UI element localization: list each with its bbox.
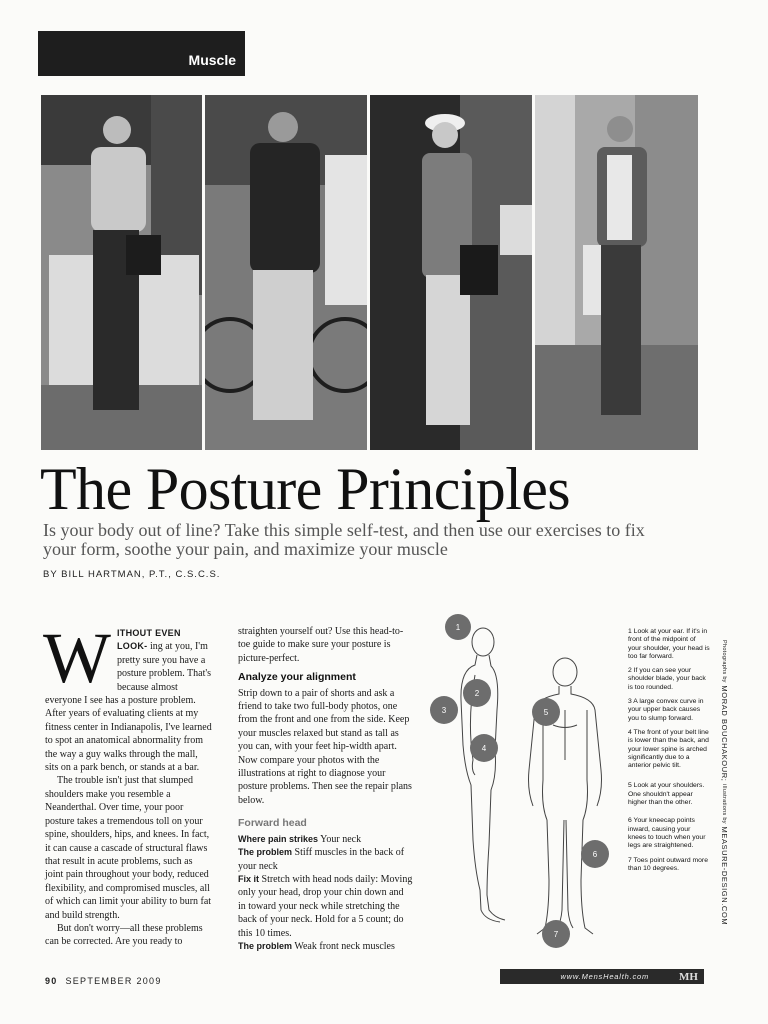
pain-label: Where pain strikes [238,833,319,844]
marker-3 [430,696,458,724]
note-3: 3 A large convex curve in your upper back causes you to slump forward. [628,698,704,722]
photographer-name: MORAD BOUCHAKOUR; [720,685,729,782]
side-view-figure [461,628,505,922]
section-label: Muscle [188,52,236,68]
marker-4 [470,734,498,762]
intro-text: ing at you, I'm pretty sure you have a posture problem. That's because almost everyone I see has a posture problem. After years of evaluating clients at my fitness center in Indianapolis, I've learned to spot an anatomical abnormality from the way a guy walks through the mall, sits on a park bench, or stands at a bar. [45,641,212,774]
illustration-credit-label: illustrations by [721,784,727,824]
street-photo-4 [535,95,698,450]
fix-label: Fix it [238,873,260,884]
marker-6-label: 6 [592,850,598,859]
headline: The Posture Principles [40,456,571,522]
section-tab [38,31,245,76]
page-number: 90 [45,976,58,986]
analyze-text: Strip down to a pair of shorts and ask a friend to take two full-body photos, one from the front and one from the side. Keep your muscles relaxed but stand as tall as you can, with your feet hip-width apart. Now compare your photos with the illustrations at right to diagnose your posture problems. Then see the repair plans below. [238,687,412,806]
note-1: 1 Look at your ear. If it's in front of the midpoint of your shoulder, your head is too far forward. [628,628,710,660]
street-photo-3 [370,95,532,450]
note-7: 7 Toes point outward more than 10 degrees. [628,856,708,872]
paragraph-3: But don't worry—all these problems can be corrected. Are you ready to [45,922,203,948]
marker-7 [542,920,570,948]
illustrator-name: MEASURE-DESIGN.COM [720,826,729,926]
problem2-text: Weak front neck muscles [294,940,395,952]
marker-2 [463,679,491,707]
paragraph-2: The trouble isn't just that slumped shoulders make you resemble a Neanderthal. Over time, your poor posture takes a tremendous toll on your spine, shoulders, hips, and knees. In fact, it can cause a cascade of structural flaws that result in acute problems, such as joint pain throughout your body, reduced flexibility, and compromised muscles, all of which can limit your ability to burn fat and build strength. [45,775,212,921]
marker-1 [445,614,471,640]
opener-caps: ITHOUT EVEN LOOK- [116,628,181,652]
drop-cap: W [43,618,111,698]
fix-line [238,873,413,940]
problem-line [238,846,413,873]
note-4: 4 The front of your belt line is lower than the back, and your lower spine is arched significantly due to a anterior pelvic tilt. [628,728,709,770]
analyze-heading: Analyze your alignment [238,671,356,684]
marker-5-label: 5 [543,708,549,717]
pain-text: Your neck [320,833,362,845]
marker-4-label: 4 [481,744,487,753]
photo-credits [717,640,729,940]
note-2: 2 If you can see your shoulder blade, your back is too rounded. [628,667,706,691]
marker-5 [532,698,560,726]
marker-7-label: 7 [553,930,559,939]
marker-2-label: 2 [474,689,480,698]
note-6: 6 Your kneecap points inward, causing your knees to touch when your legs are straightened. [628,817,706,850]
marker-6 [581,840,609,868]
mh-logo: MH [679,970,698,983]
body-column-1 [43,618,213,949]
url-bar [500,969,704,984]
body-column-2 [238,625,413,953]
site-url[interactable]: www.MensHealth.com [560,972,650,981]
posture-notes [628,628,710,879]
front-view-figure [529,658,602,934]
deck: Is your body out of line? Take this simple self-test, and then use our exercises to fix your form, soothe your pain, and maximize your muscle [43,520,645,559]
photo-credit-label: Photographs by [721,640,727,683]
problem2-line [238,940,413,953]
intro-paragraph [43,618,213,774]
problem-label: The problem [238,847,293,858]
pain-line [238,833,413,846]
note-5: 5 Look at your shoulders. One shouldn't appear higher than the other. [628,782,705,807]
posture-illustration [425,610,625,955]
street-photo-2 [205,95,367,450]
page-folio [45,976,162,986]
street-photo-1 [41,95,202,450]
problem-text: Stiff muscles in the back of your neck [238,847,405,872]
issue-date: SEPTEMBER 2009 [65,976,162,986]
posture-figures-svg [425,610,625,955]
marker-1-label: 1 [455,623,461,632]
marker-3-label: 3 [441,706,447,715]
photo-strip [41,95,698,450]
fix-text: Stretch with head nods daily: Moving only your head, drop your chin down and in toward your neck while stretching the back of your neck. Hold for a 5 count; do this 10 times. [238,873,413,939]
byline: BY BILL HARTMAN, P.T., C.S.C.S. [43,569,221,580]
problem2-label: The problem [238,940,293,951]
forward-head-heading: Forward head [238,817,307,830]
column2-lead: straighten yourself out? Use this head-to-toe guide to make sure your posture is picture-perfect. [238,626,404,664]
